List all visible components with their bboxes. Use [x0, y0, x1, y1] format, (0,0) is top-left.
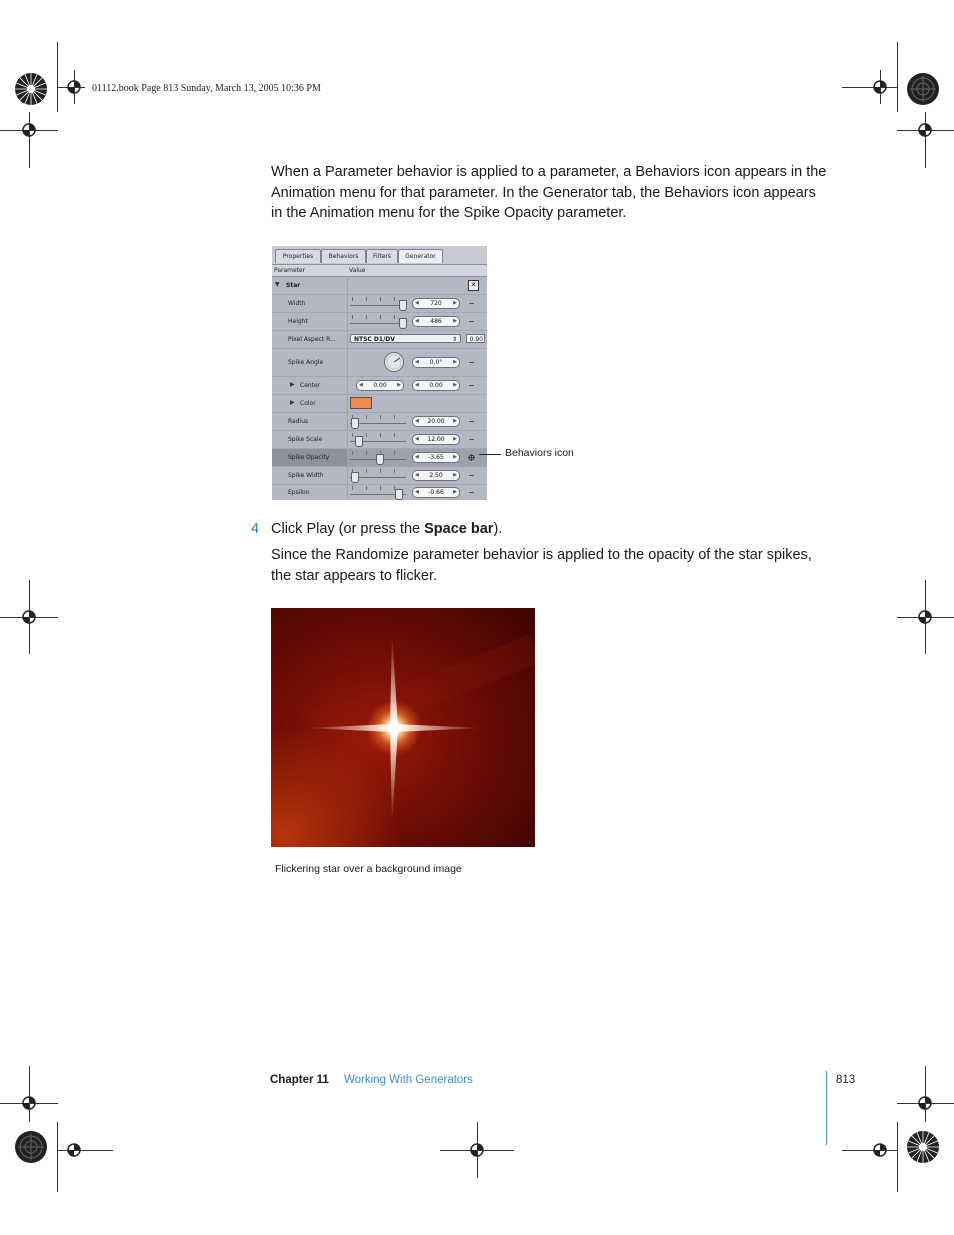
tab-bar [272, 246, 487, 265]
animation-menu-icon[interactable] [469, 421, 474, 422]
value-field[interactable]: ◀ 20.00 ▶ [412, 416, 460, 427]
slider-thumb[interactable] [395, 489, 403, 500]
center-x-field[interactable]: ◀ 0.00 ▶ [356, 380, 404, 391]
animation-menu-icon[interactable] [469, 321, 474, 322]
param-row-radius [272, 413, 487, 431]
behaviors-icon[interactable] [468, 454, 475, 461]
figure-caption: Flickering star over a background image [275, 863, 462, 875]
param-label: Spike Width [288, 472, 324, 479]
tab-filters[interactable]: Filters [366, 249, 398, 263]
registration-target-icon [14, 1130, 48, 1164]
slider[interactable] [350, 305, 406, 306]
step-number: 4 [251, 521, 260, 537]
registration-target-icon [906, 1130, 940, 1164]
crosshair-icon [467, 1140, 487, 1160]
param-row-center [272, 377, 487, 395]
slider-thumb[interactable] [351, 418, 359, 429]
crosshair-icon [870, 77, 890, 97]
flickering-star-image [271, 608, 535, 847]
crosshair-icon [870, 1140, 890, 1160]
value-field[interactable]: ◀ 0.0° ▶ [412, 357, 460, 368]
key-name: Space bar [424, 521, 494, 537]
section-star[interactable] [272, 277, 487, 295]
animation-menu-icon[interactable] [469, 492, 474, 493]
footer-rule [826, 1071, 827, 1145]
crosshair-icon [915, 120, 935, 140]
step-4 [251, 519, 831, 540]
callout-leader-line [479, 454, 501, 455]
column-value: Value [349, 267, 366, 274]
slider-thumb[interactable] [376, 454, 384, 465]
param-label: Center [300, 382, 321, 389]
value-field[interactable]: ◀ 720 ▶ [412, 298, 460, 309]
section-label: Star [286, 282, 301, 289]
tab-behaviors[interactable]: Behaviors [321, 249, 366, 263]
crosshair-icon [64, 77, 84, 97]
column-parameter: Parameter [274, 267, 306, 274]
param-label: Height [288, 318, 308, 325]
crosshair-icon [19, 1093, 39, 1113]
tab-properties[interactable]: Properties [275, 249, 321, 263]
crosshair-icon [915, 607, 935, 627]
param-row-epsilon [272, 485, 487, 500]
slider-thumb[interactable] [355, 436, 363, 447]
param-row-width [272, 295, 487, 313]
registration-target-icon [906, 72, 940, 106]
result-paragraph: Since the Randomize parameter behavior is applied to the opacity of the star spikes, the star appears to flicker. [271, 547, 812, 584]
crosshair-icon [915, 1093, 935, 1113]
callout-behaviors-icon: Behaviors icon [505, 447, 574, 459]
value-field[interactable]: ◀ -3.65 ▶ [412, 452, 460, 463]
crosshair-icon [64, 1140, 84, 1160]
param-label: Spike Opacity [288, 454, 330, 461]
param-row-spike-width [272, 467, 487, 485]
page-number: 813 [836, 1074, 856, 1086]
param-row-color [272, 395, 487, 413]
param-row-spike-scale [272, 431, 487, 449]
param-label: Width [288, 300, 306, 307]
animation-menu-icon[interactable] [469, 362, 474, 363]
param-label: Color [300, 400, 316, 407]
disclosure-closed-icon[interactable]: ▶ [290, 399, 295, 406]
param-label: Pixel Aspect R... [288, 336, 336, 343]
registration-target-icon [14, 72, 48, 106]
animation-menu-icon[interactable] [469, 475, 474, 476]
crosshair-icon [19, 607, 39, 627]
param-label: Epsilon [288, 489, 310, 496]
value-field[interactable]: ◀ 12.00 ▶ [412, 434, 460, 445]
center-y-field[interactable]: ◀ 0.00 ▶ [412, 380, 460, 391]
param-row-spike-opacity [272, 449, 487, 467]
inspector-panel [272, 246, 487, 500]
pixel-aspect-dropdown[interactable]: NTSC D1/DV ⇕ [350, 334, 461, 343]
tab-generator[interactable]: Generator [398, 249, 443, 263]
column-header [272, 265, 487, 277]
crosshair-icon [19, 120, 39, 140]
disclosure-closed-icon[interactable]: ▶ [290, 381, 295, 388]
footer-chapter: Chapter 11 [270, 1074, 329, 1086]
value-field[interactable]: ◀ 2.50 ▶ [412, 470, 460, 481]
param-row-height [272, 313, 487, 331]
param-label: Radius [288, 418, 309, 425]
angle-dial-icon[interactable] [383, 351, 405, 373]
slider-thumb[interactable] [399, 318, 407, 329]
footer-chapter-title: Working With Generators [344, 1074, 473, 1086]
value-field[interactable]: ◀ -0.66 ▶ [412, 487, 460, 498]
color-swatch[interactable] [350, 397, 372, 409]
slider[interactable] [350, 323, 406, 324]
param-label: Spike Angle [288, 359, 324, 366]
animation-menu-icon[interactable] [469, 303, 474, 304]
param-row-pixel-aspect [272, 331, 487, 349]
param-row-spike-angle [272, 349, 487, 377]
animation-menu-icon[interactable] [469, 385, 474, 386]
disclosure-open-icon[interactable]: ▼ [275, 281, 280, 288]
slider-thumb[interactable] [351, 472, 359, 483]
aspect-ratio-field[interactable]: 0.90 [466, 334, 485, 343]
animation-menu-icon[interactable] [469, 439, 474, 440]
intro-paragraph: When a Parameter behavior is applied to a parameter, a Behaviors icon appears in the Animation menu for that parameter. In the Generator tab, the Behaviors icon appears in the Animation menu for the Spike Opacity parameter. [271, 164, 827, 221]
param-label: Spike Scale [288, 436, 323, 443]
slider-thumb[interactable] [399, 300, 407, 311]
step-text: Click Play (or press the Space bar). [271, 521, 503, 537]
reset-icon[interactable]: ✕ [468, 280, 479, 291]
print-header: 01112.book Page 813 Sunday, March 13, 2005 10:36 PM [92, 83, 321, 94]
value-field[interactable]: ◀ 486 ▶ [412, 316, 460, 327]
